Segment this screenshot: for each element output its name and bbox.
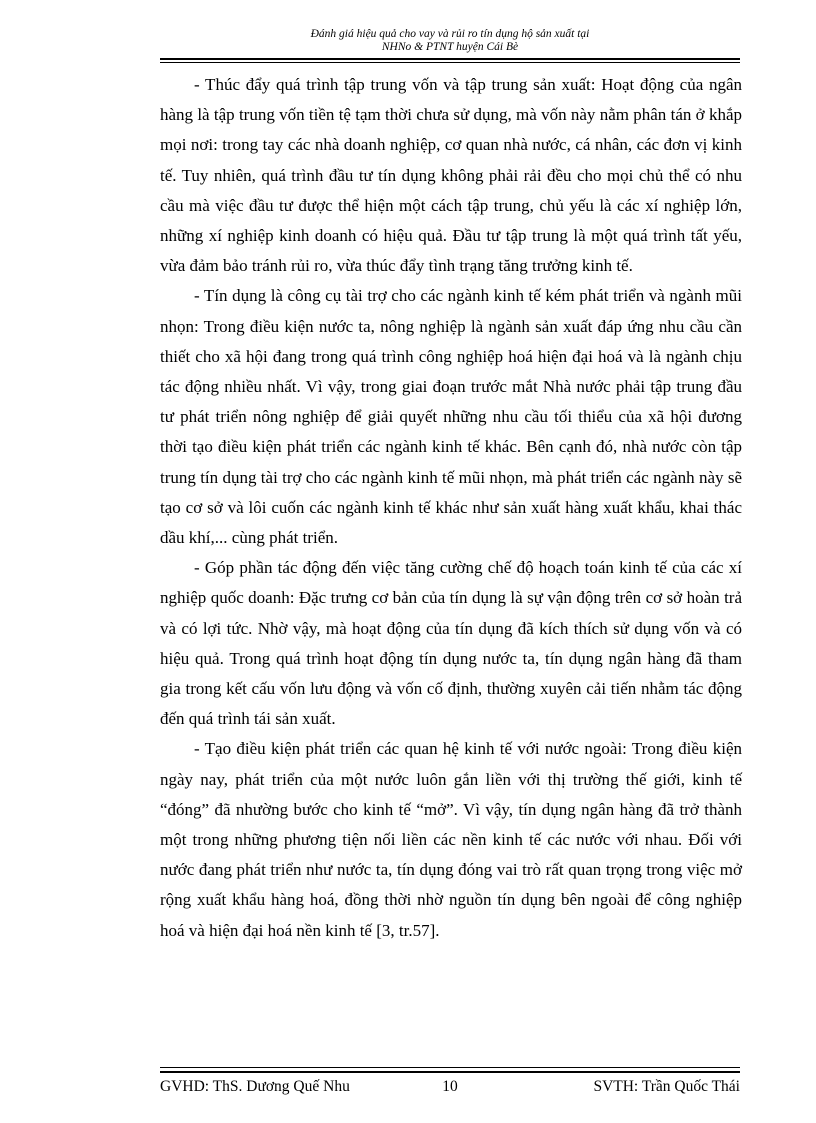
paragraph-foreign-relations: - Tạo điều kiện phát triển các quan hệ kinh tế với nước ngoài: Trong điều kiện ngày nay, phát triển của một nước luôn gắn liền với thị trường thế giới, kinh tế “đóng” đã nhường bước cho kinh tế “mở”. Vì vậy, tín dụng ngân hàng đã trở thành một trong những phương tiện nối liền các nền kinh tế các nước với nhau. Đối với nước đang phát triển như nước ta, tín dụng đóng vai trò rất quan trọng trong việc mở rộng xuất khẩu hàng hoá, đồng thời nhờ nguồn tín dụng bên ngoài để công nghiệp hoá và hiện đại hoá nền kinh tế [3, tr.57].	[160, 739, 742, 940]
footer-advisor: GVHD: ThS. Dương Quế Nhu	[160, 1078, 350, 1095]
header-rule	[160, 58, 740, 60]
paragraph-capital-concentration: - Thúc đẩy quá trình tập trung vốn và tập trung sản xuất: Hoạt động của ngân hàng là tập trung vốn tiền tệ tạm thời chưa sử dụng, mà vốn này nằm phân tán ở khắp mọi nơi: trong tay các nhà doanh nghiệp, cơ quan nhà nước, cá nhân, các đơn vị kinh tế. Tuy nhiên, quá trình đầu tư tín dụng không phải rải đều cho mọi chủ thể có nhu cầu mà việc đầu tư được thể hiện một cách tập trung, chủ yếu là các xí nghiệp lớn, những xí nghiệp kinh doanh có hiệu quả. Đầu tư tập trung là một quá trình tất yếu, vừa đảm bảo tránh rủi ro, vừa thúc đẩy tình trạng tăng trưởng kinh tế.	[160, 75, 742, 276]
footer-rule	[160, 1071, 740, 1073]
header-rule-thin	[160, 62, 740, 63]
running-header	[160, 28, 740, 54]
page-footer	[160, 1075, 740, 1099]
page-number: 10	[442, 1078, 458, 1095]
footer-student: SVTH: Trần Quốc Thái	[593, 1078, 740, 1095]
header-title-line2: NHNo & PTNT huyện Cái Bè	[381, 41, 519, 53]
footer-rule-thin	[160, 1067, 740, 1068]
paragraph-financing-tool: - Tín dụng là công cụ tài trợ cho các ngành kinh tế kém phát triển và ngành mũi nhọn: Trong điều kiện nước ta, nông nghiệp là ngành sản xuất đáp ứng nhu cầu cần thiết cho xã hội đang trong quá trình công nghiệp hoá hiện đại hoá và là ngành chịu tác động nhiều nhất. Vì vậy, trong giai đoạn trước mắt Nhà nước phải tập trung đầu tư phát triển nông nghiệp để giải quyết những nhu cầu tối thiểu của xã hội đương thời tạo điều kiện phát triển các ngành kinh tế khác. Bên cạnh đó, nhà nước còn tập trung tín dụng tài trợ cho các ngành kinh tế mũi nhọn, mà phát triển các ngành này sẽ tạo cơ sở và lôi cuốn các ngành kinh tế khác như sản xuất hàng xuất khẩu, khai thác dầu khí,... cùng phát triển.	[160, 286, 742, 548]
body-text	[160, 70, 742, 946]
paragraph-economic-accounting: - Góp phần tác động đến việc tăng cường chế độ hoạch toán kinh tế của các xí nghiệp quốc doanh: Đặc trưng cơ bản của tín dụng là sự vận động trên cơ sở hoàn trả và có lợi tức. Nhờ vậy, mà hoạt động của tín dụng đã kích thích sử dụng vốn và có hiệu quả. Trong quá trình hoạt động tín dụng nước ta, tín dụng ngân hàng đã tham gia trong kết cấu vốn lưu động và vốn cố định, thường xuyên cải tiến nhằm tác động đến quá trình tái sản xuất.	[160, 558, 742, 729]
header-title-line1: Đánh giá hiệu quả cho vay và rủi ro tín dụng hộ sản xuất tại	[310, 28, 590, 40]
